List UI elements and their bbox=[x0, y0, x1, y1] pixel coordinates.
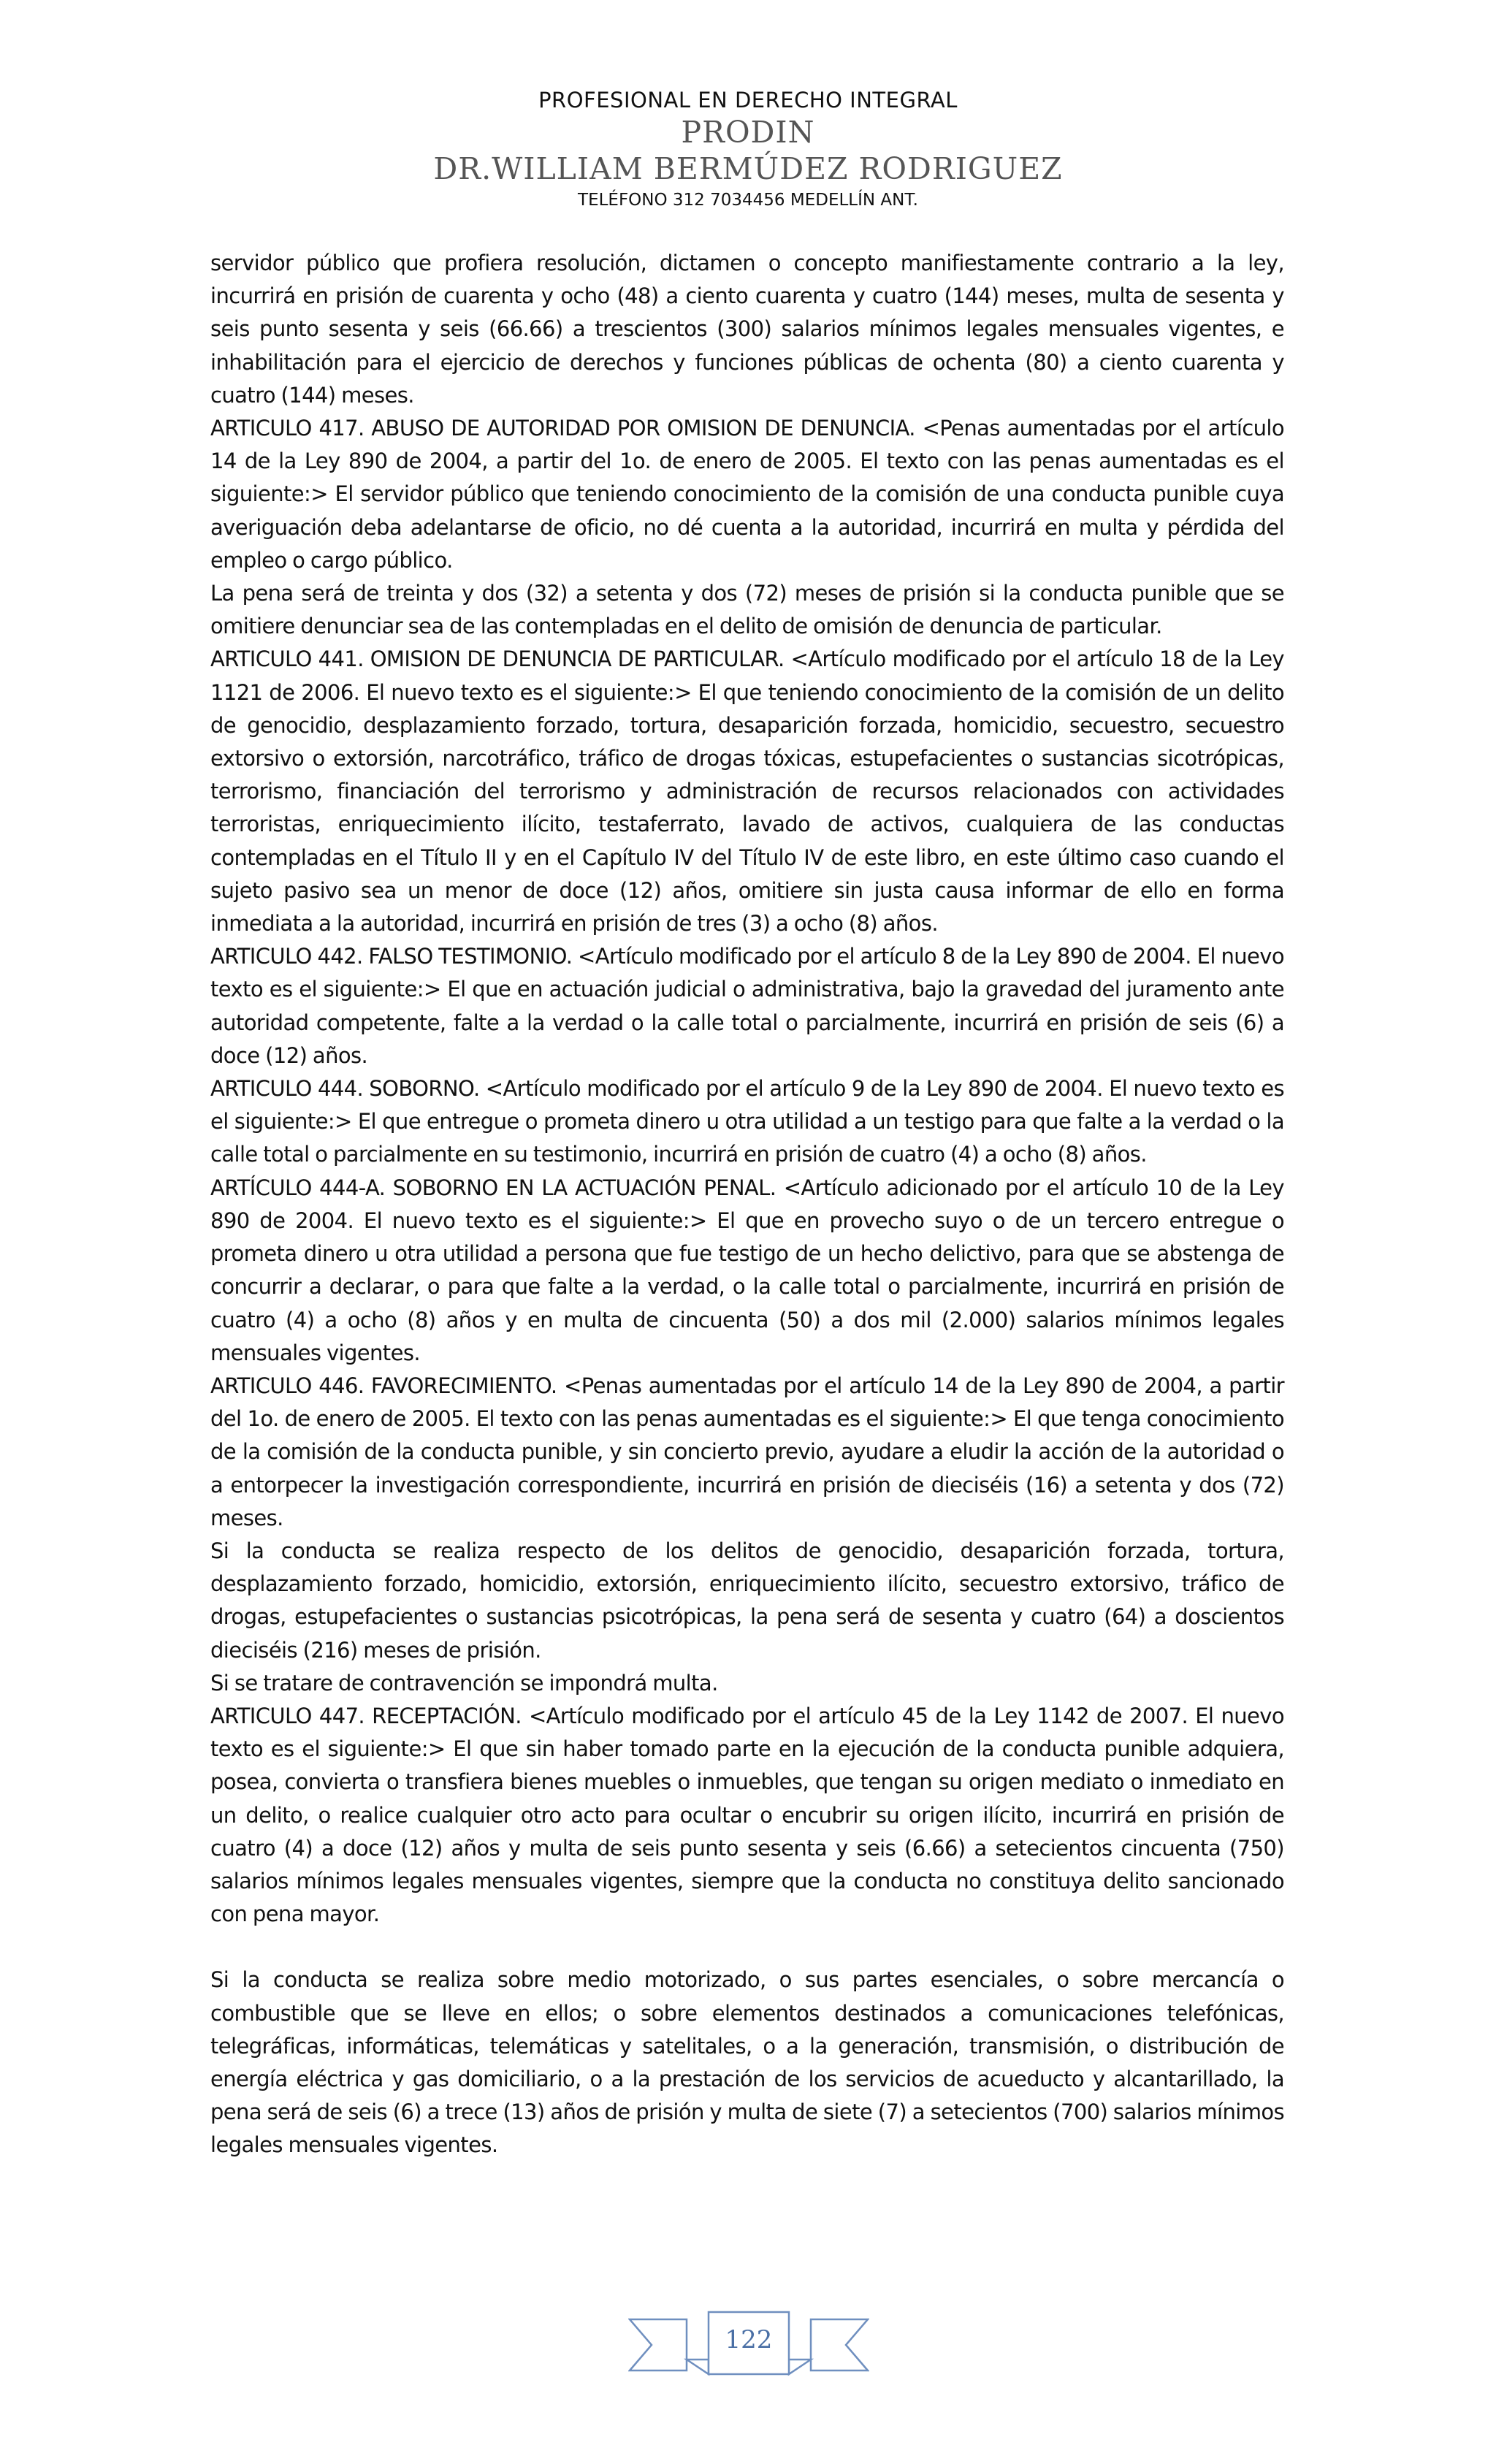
header-lawyer-name: DR.WILLIAM BERMÚDEZ RODRIGUEZ bbox=[433, 151, 1063, 186]
paragraph: ARTICULO 417. ABUSO DE AUTORIDAD POR OMISION DE DENUNCIA. <Penas aumentadas por el artículo 14 de la Ley 890 de 2004, a partir del 1o. de enero de 2005. El texto con las penas aumentadas es el siguiente:> El servidor público que teniendo conocimiento de la comisión de una conducta punible cuya averiguación deba adelantarse de oficio, no dé cuenta a la autoridad, incurrirá en multa y pérdida del empleo o cargo público. bbox=[210, 416, 1284, 573]
paragraph: Si la conducta se realiza respecto de los delitos de genocidio, desaparición forzada, tortura, desplazamiento forzado, homicidio, extorsión, enriquecimiento ilícito, secuestro extorsivo, tráfico de drogas, estupefacientes o sustancias psicotrópicas, la pena será de sesenta y cuatro (64) a doscientos dieciséis (216) meses de prisión. bbox=[210, 1538, 1284, 1663]
paragraph: ARTÍCULO 444-A. SOBORNO EN LA ACTUACIÓN PENAL. <Artículo adicionado por el artículo 10 de la Ley 890 de 2004. El nuevo texto es el siguiente:> El que en provecho suyo o de un tercero entregue o prometa dinero u otra utilidad a persona que fue testigo de un hecho delictivo, para que se abstenga de concurrir a declarar, o para que falte a la verdad, o la calle total o parcialmente, incurrirá en prisión de cuatro (4) a ocho (8) años y en multa de cincuenta (50) a dos mil (2.000) salarios mínimos legales mensuales vigentes. bbox=[210, 1175, 1284, 1365]
paragraph: ARTICULO 446. FAVORECIMIENTO. <Penas aumentadas por el artículo 14 de la Ley 890 de 2004, a partir del 1o. de enero de 2005. El texto con las penas aumentadas es el siguiente:> El que tenga conocimiento de la comisión de la conducta punible, y sin concierto previo, ayudare a eludir la acción de la autoridad o a entorpecer la investigación correspondiente, incurrirá en prisión de dieciséis (16) a setenta y dos (72) meses. bbox=[210, 1373, 1284, 1530]
header-contact: TELÉFONO 312 7034456 MEDELLÍN ANT. bbox=[578, 191, 918, 210]
paragraph: ARTICULO 444. SOBORNO. <Artículo modificado por el artículo 9 de la Ley 890 de 2004. El nuevo texto es el siguiente:> El que entregue o prometa dinero u otra utilidad a un testigo para que falte a la verdad o la calle total o parcialmente en su testimonio, incurrirá en prisión de cuatro (4) a ocho (8) años. bbox=[210, 1076, 1284, 1167]
header-firm-name: PRODIN bbox=[681, 115, 815, 150]
page-header bbox=[0, 86, 1496, 213]
document-body bbox=[210, 247, 1284, 2162]
page-number: 122 bbox=[725, 2325, 773, 2354]
paragraph: ARTICULO 442. FALSO TESTIMONIO. <Artículo modificado por el artículo 8 de la Ley 890 de 2004. El nuevo texto es el siguiente:> El que en actuación judicial o administrativa, bajo la gravedad del juramento ante autoridad competente, falte a la verdad o la calle total o parcialmente, incurrirá en prisión de seis (6) a doce (12) años. bbox=[210, 944, 1284, 1068]
paragraph: La pena será de treinta y dos (32) a setenta y dos (72) meses de prisión si la conducta punible que se omitiere denunciar sea de las contempladas en el delito de omisión de denuncia de particular. bbox=[210, 581, 1284, 639]
paragraph: ARTICULO 447. RECEPTACIÓN. <Artículo modificado por el artículo 45 de la Ley 1142 de 2007. El nuevo texto es el siguiente:> El que sin haber tomado parte en la ejecución de la conducta punible adquiera, posea, convierta o transfiera bienes muebles o inmuebles, que tengan su origen mediato o inmediato en un delito, o realice cualquier otro acto para ocultar o encubrir su origen ilícito, incurrirá en prisión de cuatro (4) a doce (12) años y multa de seis punto sesenta y seis (6.66) a setecientos cincuenta (750) salarios mínimos legales mensuales vigentes, siempre que la conducta no constituya delito sancionado con pena mayor. bbox=[210, 1703, 1284, 1927]
paragraph: Si se tratare de contravención se impondrá multa. bbox=[210, 1670, 718, 1696]
paragraph: servidor público que profiera resolución, dictamen o concepto manifiestamente contrario a la ley, incurrirá en prisión de cuarenta y ocho (48) a ciento cuarenta y cuatro (144) meses, multa de sesenta y seis punto sesenta y seis (66.66) a trescientos (300) salarios mínimos legales mensuales vigentes, e inhabilitación para el ejercicio de derechos y funciones públicas de ochenta (80) a ciento cuarenta y cuatro (144) meses. bbox=[210, 251, 1284, 408]
page-footer bbox=[628, 2305, 869, 2385]
header-firm-type: PROFESIONAL EN DERECHO INTEGRAL bbox=[538, 88, 958, 112]
paragraph: ARTICULO 441. OMISION DE DENUNCIA DE PARTICULAR. <Artículo modificado por el artículo 18 de la Ley 1121 de 2006. El nuevo texto es el siguiente:> El que teniendo conocimiento de la comisión de un delito de genocidio, desplazamiento forzado, tortura, desaparición forzada, homicidio, secuestro, secuestro extorsivo o extorsión, narcotráfico, tráfico de drogas tóxicas, estupefacientes o sustancias sicotrópicas, terrorismo, financiación del terrorismo y administración de recursos relacionados con actividades terroristas, enriquecimiento ilícito, testaferrato, lavado de activos, cualquiera de las conductas contempladas en el Título II y en el Capítulo IV del Título IV de este libro, en este último caso cuando el sujeto pasivo sea un menor de doce (12) años, omitiere sin justa causa informar de ello en forma inmediata a la autoridad, incurrirá en prisión de tres (3) a ocho (8) años. bbox=[210, 646, 1284, 937]
paragraph: Si la conducta se realiza sobre medio motorizado, o sus partes esenciales, o sobre mercancía o combustible que se lleve en ellos; o sobre elementos destinados a comunicaciones telefónicas, telegráficas, informáticas, telemáticas y satelitales, o a la generación, transmisión, o distribución de energía eléctrica y gas domiciliario, o a la prestación de los servicios de acueducto y alcantarillado, la pena será de seis (6) a trece (13) años de prisión y multa de siete (7) a setecientos (700) salarios mínimos legales mensuales vigentes. bbox=[210, 1967, 1284, 2158]
